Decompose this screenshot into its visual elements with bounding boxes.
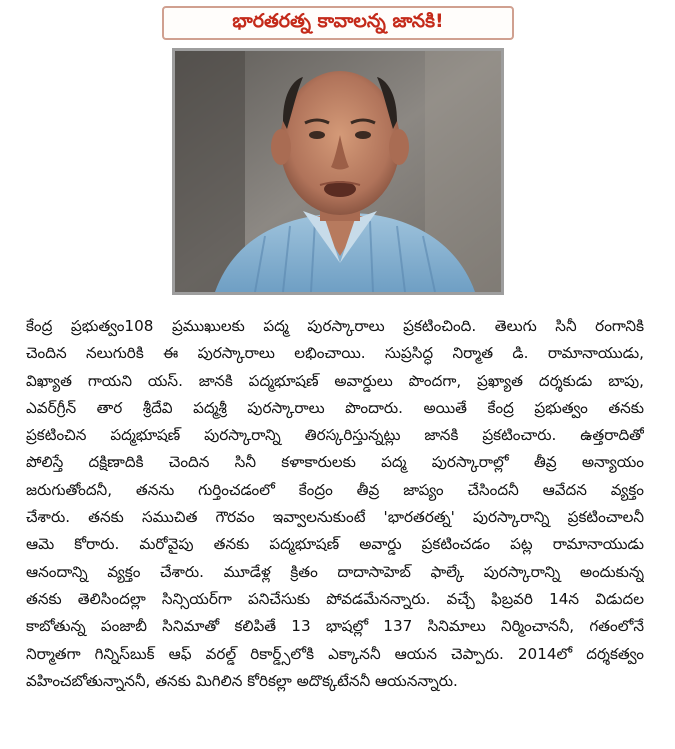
article-line: తనకు తెలిసిందల్లా సిన్సియర్‌గా పనిచేసుకు పోవడమేనన్నారు. వచ్చే ఫిబ్రవరి 14న విడుదల [26,589,644,608]
article-line: ఆమె కోరారు. మరోవైపు తనకు పద్మభూషణ్ అవార్డు ప్రకటించడం పట్ల రామానాయుడు [26,535,644,554]
article-line: పోలిస్తే దక్షిణాదికి చెందిన సినీ కళాకారులకు పద్మ పురస్కారాల్లో తీవ్ర అన్యాయం [26,453,644,472]
article-body [26,313,644,695]
headline: భారతరత్న కావాలన్న జానకి! [232,9,444,32]
article-line: నిర్మాతగా గిన్నిస్‌బుక్ ఆఫ్ వరల్డ్ రికార్డ్స్‌లోకి ఎక్కాననీ ఆయన చెప్పారు. 2014లో దర్శకత్వం [26,644,644,663]
article-line: ఎవర్‌గ్రీన్ తార శ్రీదేవి పద్మశ్రీ పురస్కారాలు పొందారు. అయితే కేంద్ర ప్రభుత్వం తనకు [26,398,644,417]
portrait-photo [172,48,504,295]
headline-banner [162,6,514,40]
article-line: చెందిన నలుగురికి ఈ పురస్కారాలు లభించాయి. సుప్రసిద్ధ నిర్మాత డి. రామానాయుడు, [26,344,644,363]
article-line: జరుగుతోందనీ, తనను గుర్తించడంలో కేంద్రం తీవ్ర జాప్యం చేసిందనీ ఆవేదన వ్యక్తం [26,480,644,499]
article-line: విఖ్యాత గాయని యస్. జానకి పద్మభూషణ్ అవార్డులు పొందగా, ప్రఖ్యాత దర్శకుడు బాపు, [26,371,644,390]
article-line: కాబోతున్న పంజాబీ సినిమాతో కలిపితే 13 భాషల్లో 137 సినిమాలు నిర్మించాననీ, గతంలోనే [26,617,644,636]
article-line: వహించబోతున్నాననీ, తనకు మిగిలిన కోరికల్లా అదొక్కటేననీ ఆయనన్నారు. [26,671,458,690]
article-line: కేంద్ర ప్రభుత్వం108 ప్రముఖులకు పద్మ పురస్కారాలు ప్రకటించింది. తెలుగు సినీ రంగానికి [26,317,644,335]
portrait-photo-icon [175,51,501,292]
article-line: ప్రకటించిన పద్మభూషణ్ పురస్కారాన్ని తిరస్కరిస్తున్నట్లు జానకి ప్రకటించారు. ఉత్తరాదితో [26,426,644,445]
article-line: చేశారు. తనకు సముచిత గౌరవం ఇవ్వాలనుకుంటే 'భారతరత్న' పురస్కారాన్ని ప్రకటించాలనీ [26,508,644,527]
article-line: ఆనందాన్ని వ్యక్తం చేశారు. మూడేళ్ల క్రితం దాదాసాహెబ్ ఫాల్కే పురస్కారాన్ని అందుకున్న [26,562,644,581]
